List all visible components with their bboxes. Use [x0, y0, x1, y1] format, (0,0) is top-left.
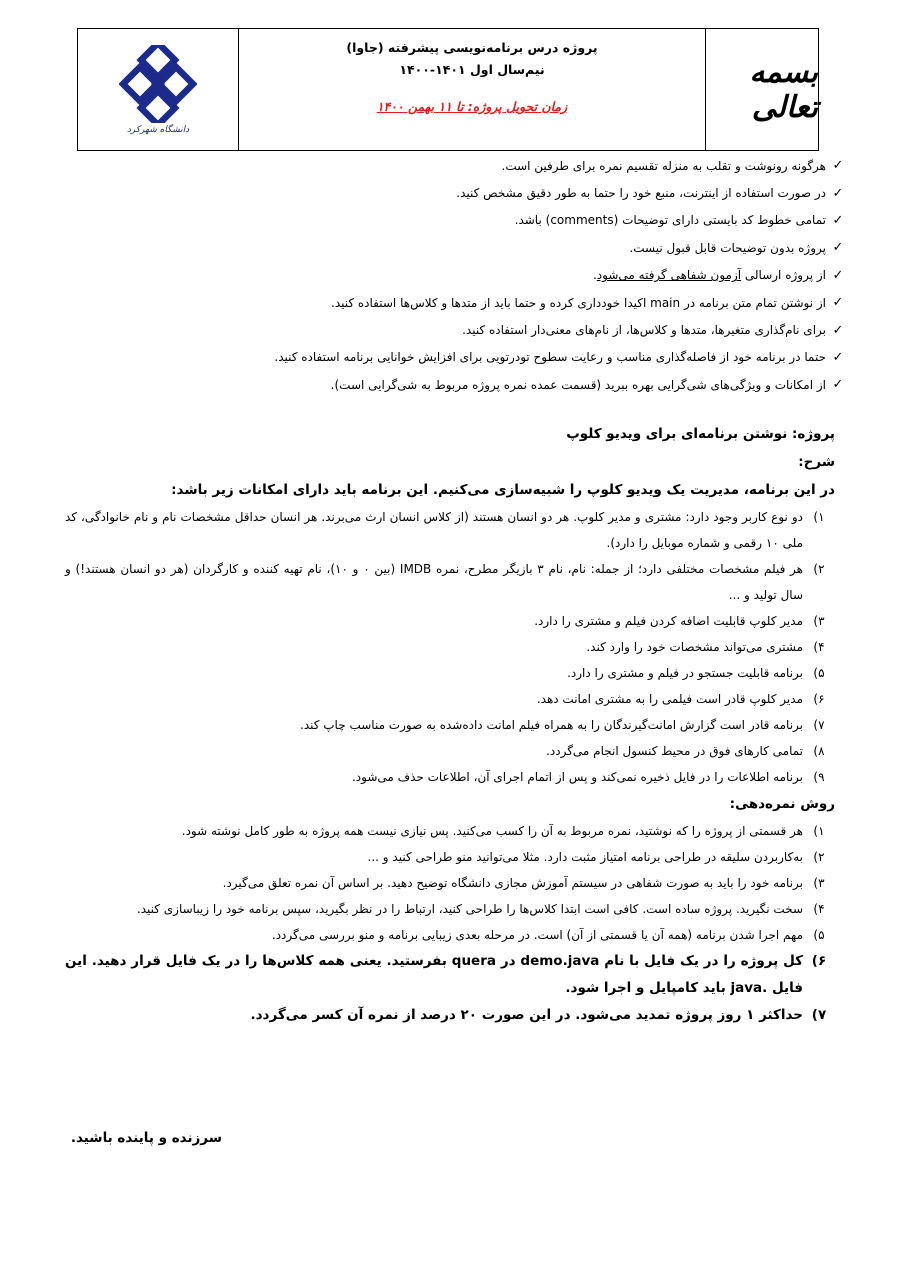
grading-item: ۴) سخت نگیرید. پروژه ساده است. کافی است ابتدا کلاس‌ها را طراحی کنید، ارتباط را در نظر بگیرید، سپس برنامه خود را زیباسازی کنید.	[136, 902, 825, 916]
grading-list	[65, 818, 835, 1029]
project-intro: در این برنامه، مدیریت یک ویدیو کلوپ را شبیه‌سازی می‌کنیم. این برنامه باید دارای امکانات زیر باشد:	[171, 482, 835, 498]
rules-checklist	[60, 152, 850, 399]
course-title: پروژه درس برنامه‌نویسی پیشرفته (جاوا)	[346, 40, 598, 55]
check-icon: ✓	[832, 185, 844, 201]
feature-item: ۸) تمامی کارهای فوق در محیط کنسول انجام می‌گردد.	[546, 744, 825, 758]
university-logo	[78, 29, 238, 150]
feature-item: ۹) برنامه اطلاعات را در فایل ذخیره نمی‌کند و پس از اتمام اجرای آن، اطلاعات حذف می‌شود.	[351, 770, 825, 784]
feature-item: ۱) دو نوع کاربر وجود دارد: مشتری و مدیر کلوپ. هر دو انسان هستند (از کلاس انسان ارث می‌برند. هر انسان حداقل مشخصات نام و نام خانوادگی، کد ملی ۱۰ رقمی و شماره موبایل را دارد).	[65, 510, 825, 550]
check-icon: ✓	[832, 267, 844, 283]
description-heading: شرح:	[798, 454, 835, 470]
rule-item: ✓ در صورت استفاده از اینترنت، منبع خود را حتما به طور دقیق مشخص کنید.	[60, 179, 850, 206]
feature-item: ۲) هر فیلم مشخصات مختلفی دارد؛ از جمله: نام، نام ۳ بازیگر مطرح، نمره IMDB (بین ۰ و ۱۰)، نام تهیه کننده و کارگردان (هر دو انسان هستند!) و سال تولید و ...	[65, 562, 825, 602]
features-list	[65, 504, 835, 790]
header-box	[77, 28, 819, 151]
feature-item: ۶) مدیر کلوپ قادر است فیلمی را به مشتری امانت دهد.	[536, 692, 825, 706]
rule-item: ✓ از پروژه ارسالی آزمون شفاهی گرفته می‌شود.	[60, 262, 850, 289]
feature-item: ۳) مدیر کلوپ قابلیت اضافه کردن فیلم و مشتری را دارد.	[534, 614, 825, 628]
rule-item: ✓ پروژه بدون توضیحات قابل قبول نیست.	[60, 234, 850, 261]
grading-item: ۳) برنامه خود را باید به صورت شفاهی در سیستم آموزش مجازی دانشگاه توضیح دهید. بر اساس آن نمره تعلق می‌گیرد.	[222, 876, 825, 890]
rule-item: ✓ از امکانات و ویژگی‌های شی‌گرایی بهره ببرید (قسمت عمده نمره پروژه مربوط به شی‌گرایی است).	[60, 371, 850, 398]
project-section	[65, 420, 835, 1029]
check-icon: ✓	[832, 158, 844, 174]
check-icon: ✓	[832, 377, 844, 393]
check-icon: ✓	[832, 212, 844, 228]
feature-item: ۷) برنامه قادر است گزارش امانت‌گیرندگان را به همراه فیلم امانت داده‌شده به صورت مناسب چاپ کند.	[300, 718, 825, 732]
closing-line: سرزنده و پاینده باشید.	[70, 1130, 222, 1146]
basmala: بسمه تعالی	[705, 29, 818, 150]
feature-item: ۵) برنامه قابلیت جستجو در فیلم و مشتری را دارد.	[567, 666, 825, 680]
check-icon: ✓	[832, 240, 844, 256]
rule-item: ✓ حتما در برنامه خود از فاصله‌گذاری مناسب و رعایت سطوح تودرتویی برای افزایش خوانایی برنامه استفاده کنید.	[60, 344, 850, 371]
rule-item: ✓ برای نام‌گذاری متغیرها، متدها و کلاس‌ها، از نام‌های معنی‌دار استفاده کنید.	[60, 316, 850, 343]
grading-item: ۱) هر قسمتی از پروژه را که نوشتید، نمره مربوط به آن را کسب می‌کنید. پس نیازی نیست همه پروژه به طور کامل نوشته شود.	[181, 824, 825, 838]
check-icon: ✓	[832, 349, 844, 365]
header-titles	[238, 29, 705, 150]
feature-item: ۴) مشتری می‌تواند مشخصات خود را وارد کند.	[586, 640, 825, 654]
project-title: پروژه: نوشتن برنامه‌ای برای ویدیو کلوپ	[566, 426, 835, 442]
check-icon: ✓	[832, 295, 844, 311]
grading-item: ۷) حداکثر ۱ روز پروژه تمدید می‌شود. در این صورت ۲۰ درصد از نمره آن کسر می‌گردد.	[250, 1007, 827, 1023]
grading-item: ۲) به‌کاربردن سلیقه در طراحی برنامه امتیاز مثبت دارد. مثلا می‌توانید منو طراحی کنید و ...	[367, 850, 825, 864]
deadline: زمان تحویل پروژه: تا ۱۱ بهمن ۱۴۰۰	[376, 99, 568, 114]
semester: نیم‌سال اول ۱۴۰۱-۱۴۰۰	[399, 62, 545, 77]
rule-item: ✓ تمامی خطوط کد بایستی دارای توضیحات (comments) باشد.	[60, 207, 850, 234]
logo-caption: دانشگاه شهرکرد	[126, 124, 190, 135]
grading-heading: روش نمره‌دهی:	[729, 796, 835, 812]
grading-item: ۶) کل پروژه را در یک فایل با نام demo.java در quera بفرستید. یعنی همه کلاس‌ها را در یک فایل قرار دهید. این فایل .java باید کامپایل و اجرا شود.	[65, 953, 827, 996]
grading-item: ۵) مهم اجرا شدن برنامه (همه آن یا قسمتی از آن) است. در مرحله بعدی زیبایی برنامه و منو بررسی می‌گردد.	[271, 928, 825, 942]
rule-item: ✓ از نوشتن تمام متن برنامه در main اکیدا خودداری کرده و حتما باید از متدها و کلاس‌ها استفاده کنید.	[60, 289, 850, 316]
check-icon: ✓	[832, 322, 844, 338]
rule-item: ✓ هرگونه رونوشت و تقلب به منزله تقسیم نمره برای طرفین است.	[60, 152, 850, 179]
university-logo-icon	[119, 45, 197, 123]
